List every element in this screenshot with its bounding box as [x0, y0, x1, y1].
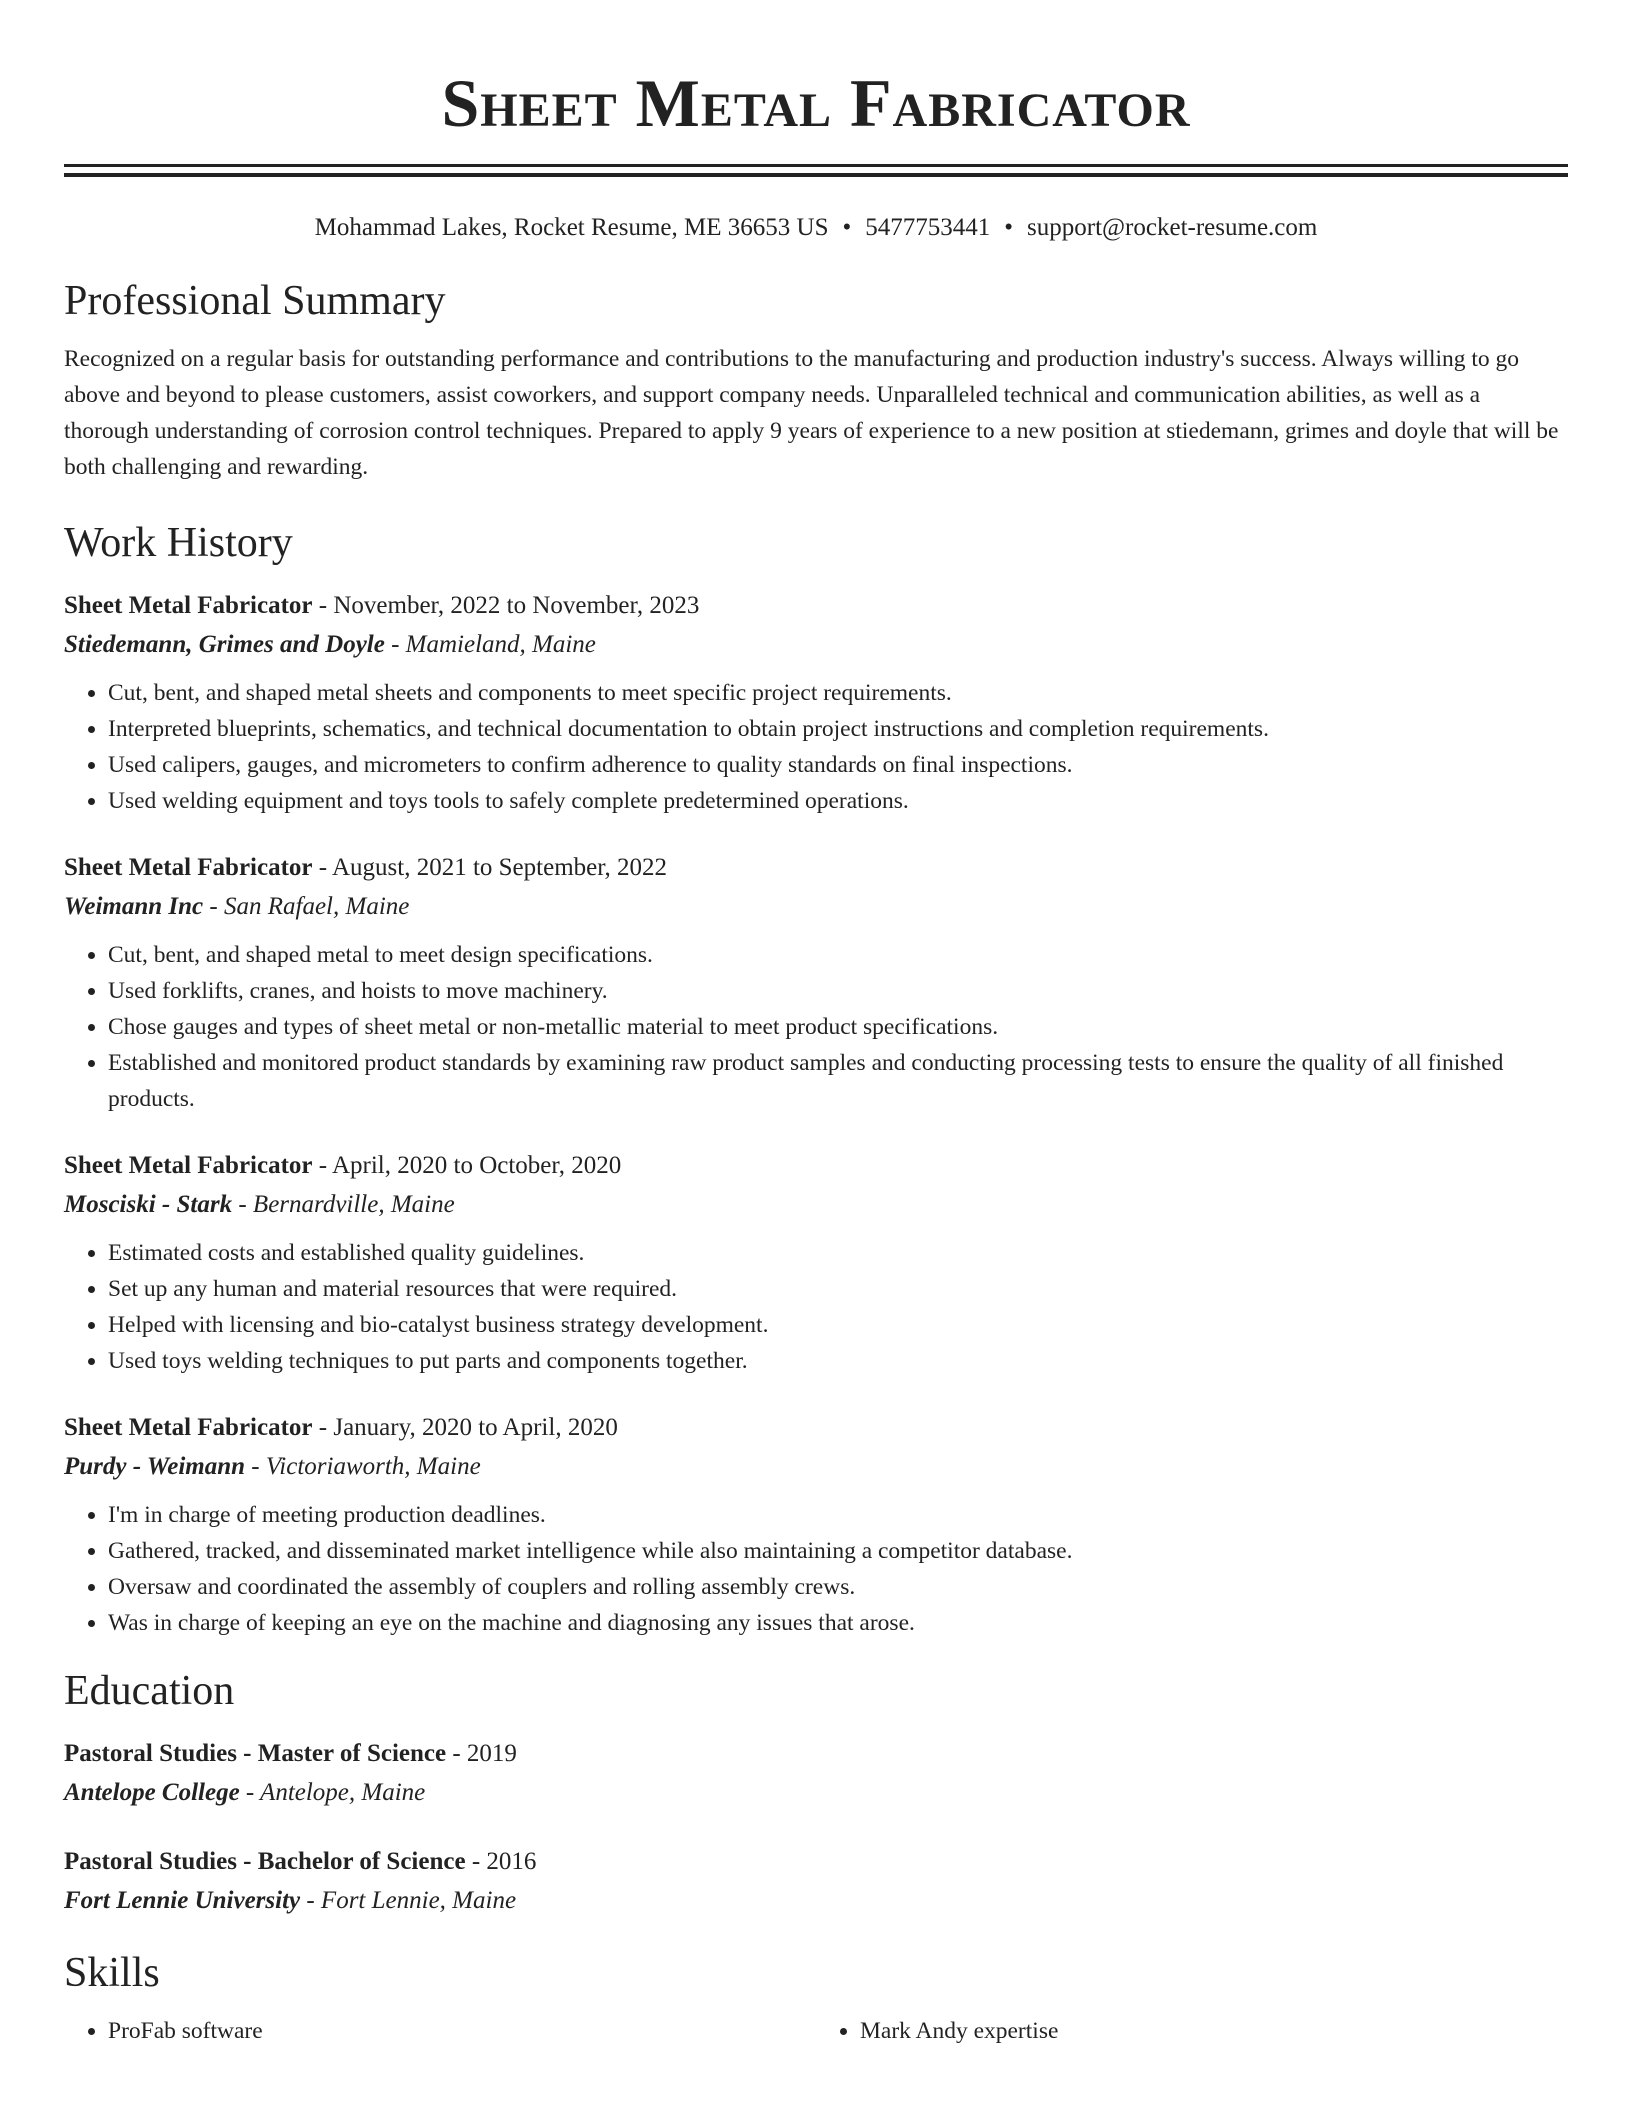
- header-divider-top: [64, 164, 1568, 167]
- job-bullet: • Was in charge of keeping an eye on the machine and diagnosing any issues that arose.: [108, 1605, 1568, 1641]
- job-title-line: [64, 587, 1568, 625]
- job-bullet: • Oversaw and coordinated the assembly of couplers and rolling assembly crews.: [108, 1569, 1568, 1605]
- education-entry: [64, 1735, 1568, 1813]
- skills-heading: Skills: [64, 1950, 160, 1996]
- job-bullet: • Set up any human and material resources that were required.: [108, 1271, 1568, 1307]
- summary-text: Recognized on a regular basis for outstanding performance and contributions to the manufacturing and production industry's success. Always willing to go above and beyond to please customers, assist coworkers, and support company needs. Unparalleled technical and communication abilities, as well as a thorough understanding of corrosion control techniques. Prepared to apply 9 years of experience to a new position at stiedemann, grimes and doyle that will be both challenging and rewarding.: [64, 346, 1559, 480]
- job-dates: - April, 2020 to October, 2020: [312, 1152, 622, 1179]
- education-degree: Pastoral Studies - Bachelor of Science: [64, 1848, 466, 1875]
- education-school: Antelope College: [64, 1779, 240, 1806]
- skill-item: • ProFab software: [108, 2013, 816, 2049]
- job-bullet: • Used calipers, gauges, and micrometers to confirm adherence to quality standards on final inspections.: [108, 747, 1568, 783]
- job-bullet: • Established and monitored product standards by examining raw product samples and conducting processing tests to ensure the quality of all finished products.: [108, 1045, 1568, 1117]
- job-bullet: • Used forklifts, cranes, and hoists to move machinery.: [108, 973, 1568, 1009]
- job-title: Sheet Metal Fabricator: [64, 1414, 313, 1441]
- job-title: Sheet Metal Fabricator: [64, 592, 313, 619]
- education-location: - Antelope, Maine: [239, 1779, 426, 1806]
- work-history-heading: Work History: [64, 520, 293, 566]
- job-company-line: [64, 1447, 1568, 1487]
- contact-line: [64, 211, 1568, 245]
- skill-item: • Mark Andy expertise: [860, 2013, 1568, 2049]
- contact-separator: •: [1004, 214, 1014, 241]
- job-location: - Bernardville, Maine: [232, 1191, 455, 1218]
- contact-phone: 5477753441: [865, 214, 991, 241]
- job-bullets: [64, 675, 1568, 819]
- job-dates: - August, 2021 to September, 2022: [312, 854, 668, 881]
- skills-column-right: [816, 2013, 1568, 2049]
- contact-separator: •: [842, 214, 852, 241]
- job-dates: - November, 2022 to November, 2023: [312, 592, 700, 619]
- job-company-line: [64, 625, 1568, 665]
- job-bullet: • Cut, bent, and shaped metal sheets and components to meet specific project requirements.: [108, 675, 1568, 711]
- job-company: Weimann Inc: [64, 893, 204, 920]
- header-divider-bottom: [64, 173, 1568, 177]
- job-bullet: • Used toys welding techniques to put parts and components together.: [108, 1343, 1568, 1379]
- job-bullets: [64, 937, 1568, 1117]
- job-bullets: [64, 1497, 1568, 1641]
- job-bullet: • Cut, bent, and shaped metal to meet design specifications.: [108, 937, 1568, 973]
- job-bullet: • Estimated costs and established quality guidelines.: [108, 1235, 1568, 1271]
- job-company: Mosciski - Stark: [64, 1191, 233, 1218]
- job-company: Purdy - Weimann: [64, 1453, 246, 1480]
- education-school-line: [64, 1773, 1568, 1813]
- education-school: Fort Lennie University: [64, 1887, 301, 1914]
- job-title: Sheet Metal Fabricator: [64, 1152, 313, 1179]
- job-bullet: • Used welding equipment and toys tools to safely complete predetermined operations.: [108, 783, 1568, 819]
- education-year: - 2016: [465, 1848, 537, 1875]
- education-school-line: [64, 1881, 1568, 1921]
- job-title-line: [64, 1147, 1568, 1185]
- job-bullet: • Chose gauges and types of sheet metal or non-metallic material to meet product specifications.: [108, 1009, 1568, 1045]
- education-year: - 2019: [446, 1740, 517, 1767]
- job-bullet: • I'm in charge of meeting production deadlines.: [108, 1497, 1568, 1533]
- contact-address: Mohammad Lakes, Rocket Resume, ME 36653 US: [314, 214, 829, 241]
- job-bullet: • Interpreted blueprints, schematics, and technical documentation to obtain project instructions and completion requirements.: [108, 711, 1568, 747]
- job-title: Sheet Metal Fabricator: [64, 854, 313, 881]
- education-degree: Pastoral Studies - Master of Science: [64, 1740, 447, 1767]
- job-company-line: [64, 887, 1568, 927]
- job-entry: [64, 587, 1568, 819]
- page-title: Sheet Metal Fabricator: [441, 65, 1191, 141]
- job-entry: [64, 1147, 1568, 1379]
- summary-heading: Professional Summary: [64, 278, 446, 324]
- job-title-line: [64, 1409, 1568, 1447]
- contact-email: support@rocket-resume.com: [1027, 214, 1318, 241]
- skills-list: [64, 2013, 1568, 2049]
- job-company-line: [64, 1185, 1568, 1225]
- job-bullet: • Helped with licensing and bio-catalyst business strategy development.: [108, 1307, 1568, 1343]
- job-location: - Mamieland, Maine: [384, 631, 596, 658]
- job-entry: [64, 849, 1568, 1117]
- job-dates: - January, 2020 to April, 2020: [312, 1414, 618, 1441]
- education-heading: Education: [64, 1668, 235, 1714]
- education-location: - Fort Lennie, Maine: [300, 1887, 517, 1914]
- job-entry: [64, 1409, 1568, 1641]
- job-location: - Victoriaworth, Maine: [245, 1453, 481, 1480]
- skills-column-left: [64, 2013, 816, 2049]
- job-company: Stiedemann, Grimes and Doyle: [64, 631, 385, 658]
- job-bullets: [64, 1235, 1568, 1379]
- job-bullet: • Gathered, tracked, and disseminated market intelligence while also maintaining a competitor database.: [108, 1533, 1568, 1569]
- education-degree-line: [64, 1843, 1568, 1881]
- job-title-line: [64, 849, 1568, 887]
- education-degree-line: [64, 1735, 1568, 1773]
- education-entry: [64, 1843, 1568, 1921]
- job-location: - San Rafael, Maine: [203, 893, 410, 920]
